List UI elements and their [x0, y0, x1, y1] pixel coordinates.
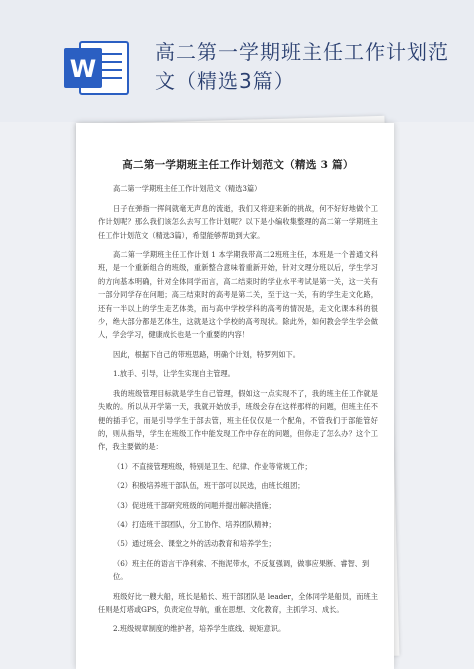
document-subtitle: 高二第一学期班主任工作计划范文（精选3篇）: [113, 184, 262, 194]
svg-text:W: W: [69, 55, 97, 83]
list-item: （3）促进班干部研究班级的问题并提出解决措施；: [113, 500, 276, 510]
paragraph-plan-1: 高二第一学期班主任工作计划 1 本学期我带高二2班班主任，本班是一个普通文科班，是一个重新组合的班级，重新整合意味着重新开始，针对文理分班以后，学生学习的方向基本明确，针对全体同学而言，高二结束时的学业水平考试是第一关，这一关有一部分同学存在问题；高三结束时的高考是第二关，至于这一关，有的学生走文化路，还有一半以上的学生走艺体类，而与高中学校学科的高考的情况是，走文化课本科的很少，绝大部分都是艺体生，这就是这个学校的高考现状。除此外，如何教会学生学会做人，学会学习，健康成长也是一个重要的内容！: [98, 250, 378, 340]
list-item: （1）不直接管理班级，特别是卫生、纪律、作业等常规工作；: [113, 461, 312, 471]
paragraph-therefore: 因此，根据下自己的带班思路，明确个计划，特罗列如下。: [113, 349, 300, 359]
document-page: [76, 123, 394, 669]
paragraph-ship-analogy: 班级好比一艘大船，班长是船长、班干部团队是 leader，全体同学是船员，而班主任则是灯塔或GPS，负责定位导航，重在思想、文化教育，主抓学习、成长。: [98, 591, 378, 614]
list-item: （4）打造班干部团队，分工协作、培养团队精神；: [113, 519, 276, 529]
word-document-icon: [62, 40, 130, 96]
paragraph-intro: 日子在弹指一挥间就毫无声息的流逝，我们又将迎来新的挑战，何不好好地做个工作计划呢？那么我们该怎么去写工作计划呢？以下是小编收集整理的高二第一学期班主任工作计划范文（精选3篇），希望能够帮助到大家。: [98, 203, 378, 240]
section-heading-2: 2.班级规章制度的维护者，培养学生底线、规矩意识。: [113, 624, 286, 634]
paragraph-management: 我的班级管理目标就是学生自己管理，假如这一点实现不了，我的班主任工作就是失败的。所以从开学第一天，我就开始放手，班级会存在这样那样的问题，但班主任不便的插手它，而是引导学生于部去管，班主任仅仅是一个配角，不管我们于部能管好的，则从指导，学生在班级工作中能发现工作中存在的问题，但你走了怎么办？这个工作，我主要做的是：: [98, 388, 378, 452]
section-heading-1: 1.放手、引导，让学生实现自主管理。: [113, 369, 235, 379]
header-banner: [0, 0, 474, 122]
list-item: （2）积极培养班干部队伍，班干部可以民选，由班长组团；: [113, 481, 305, 491]
list-item: （5）通过班会、课堂之外的活动教育和培养学生；: [113, 539, 276, 549]
document-title: 高二第一学期班主任工作计划范文（精选 3 篇）: [122, 159, 354, 171]
list-item: （6）班主任的语言干净利索、不拖泥带水，不反复强调，做事应果断、睿智、到位。: [113, 558, 370, 582]
page-title: 高二第一学期班主任工作计划范文（精选3篇）: [155, 40, 449, 93]
